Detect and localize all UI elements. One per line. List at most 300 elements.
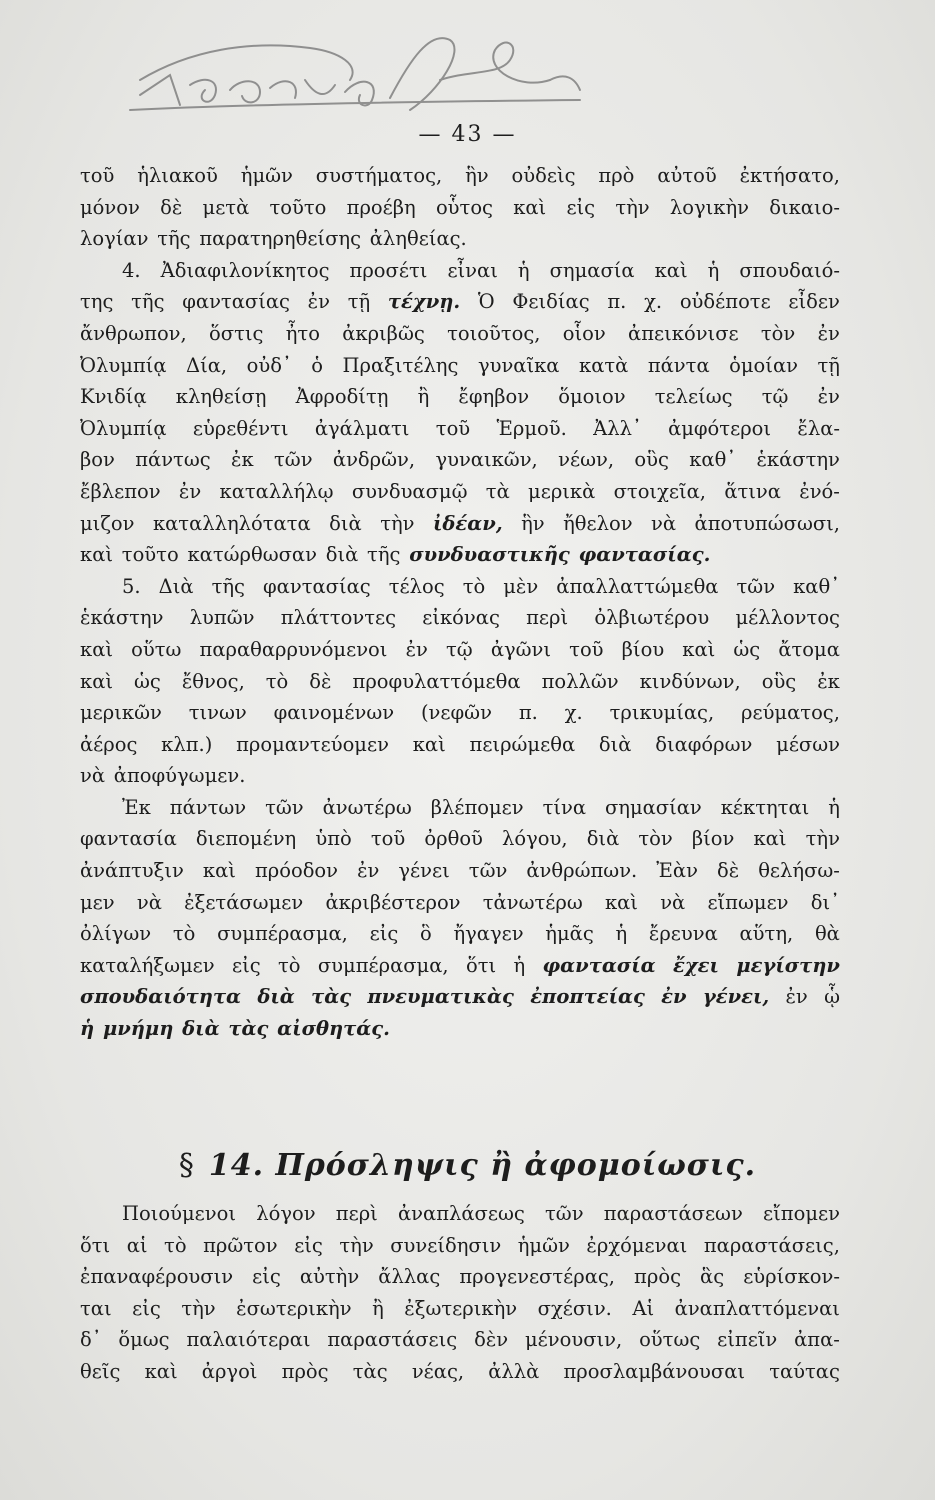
text-line bbox=[80, 444, 840, 476]
word: πρὸ bbox=[598, 164, 635, 187]
word: Ποιούμενοι bbox=[122, 1202, 237, 1225]
word: εἴπωμεν bbox=[707, 890, 789, 914]
word: μένουσιν, bbox=[524, 1328, 623, 1352]
word: Δία, bbox=[186, 353, 228, 377]
word: οὕτω bbox=[131, 637, 182, 661]
word: περὶ bbox=[526, 606, 569, 630]
word: καὶ bbox=[412, 732, 446, 756]
word: ὁμοίαν bbox=[729, 353, 798, 377]
word: 4. bbox=[122, 258, 141, 282]
word: ἄνθρωπον, bbox=[80, 321, 187, 345]
word: Ἐὰν bbox=[656, 859, 698, 883]
word: φαντασίας bbox=[263, 574, 371, 598]
word: ἑκάστην bbox=[756, 448, 840, 472]
word: προφυλαττόμεθα bbox=[352, 669, 521, 693]
emphasized-word: ἐν bbox=[661, 985, 687, 1009]
word: νέας, bbox=[411, 1359, 465, 1383]
word: συμπέρασμα, bbox=[217, 922, 348, 946]
word: δὲν bbox=[474, 1328, 509, 1352]
text-line bbox=[80, 1261, 840, 1293]
word: αὐτὴν bbox=[299, 1265, 360, 1289]
word: ἀποφύγωμεν. bbox=[113, 764, 246, 788]
word: ἡλιακοῦ bbox=[137, 164, 218, 187]
word: καὶ bbox=[144, 1359, 178, 1383]
word: ἐκ bbox=[231, 448, 254, 472]
word: τῶν bbox=[274, 448, 313, 472]
word: πρῶτον bbox=[203, 1233, 278, 1257]
word: βλέπομεν bbox=[430, 795, 524, 819]
word: ἡ bbox=[707, 258, 720, 282]
word: παραστάσεις, bbox=[703, 1233, 840, 1257]
word: τὸ bbox=[172, 922, 196, 946]
word: καὶ bbox=[80, 637, 114, 661]
emphasized-word: μεγίστην bbox=[736, 953, 840, 977]
text-line bbox=[80, 286, 840, 318]
word: Ἀδιαφιλονίκητος bbox=[160, 258, 330, 282]
word: μιζον bbox=[80, 511, 135, 535]
word: ἀπαλλαττώμεθα bbox=[556, 574, 719, 598]
word: ἐξωτερικὴν bbox=[404, 1296, 518, 1320]
word: οὓς bbox=[634, 448, 669, 472]
word: καθ᾽ bbox=[793, 574, 840, 598]
word: οὗτος bbox=[435, 195, 493, 219]
word: ἄλλας bbox=[378, 1265, 441, 1289]
word: εἰς bbox=[294, 1233, 323, 1257]
word: ἀνάπτυξιν bbox=[80, 859, 184, 883]
word: τὴν bbox=[181, 1296, 216, 1320]
word: γένει bbox=[398, 859, 450, 883]
word: παραθαρρυνόμενοι bbox=[199, 637, 388, 661]
word: ἀπεικόνισε bbox=[628, 321, 739, 345]
word: σημασία bbox=[549, 258, 635, 282]
word: ἐν bbox=[178, 479, 202, 503]
word: δὲ bbox=[309, 669, 332, 693]
word: καταλλήλῳ bbox=[219, 479, 334, 503]
word: ὑπὸ bbox=[315, 827, 352, 851]
text-line bbox=[80, 792, 840, 824]
word: ἡ bbox=[615, 922, 628, 946]
text-line bbox=[80, 602, 840, 634]
text-line bbox=[80, 476, 840, 508]
word: ἀργοὶ bbox=[201, 1359, 258, 1383]
word: πάντων bbox=[169, 795, 247, 819]
word: ἡμᾶς bbox=[545, 922, 594, 946]
word: ἐκτήσατο, bbox=[739, 164, 840, 187]
word: Διὰ bbox=[158, 574, 194, 598]
word: ἀλλὰ bbox=[488, 1359, 540, 1383]
word: μόνον bbox=[80, 195, 140, 219]
text-line bbox=[80, 571, 840, 603]
word: φαντασία bbox=[80, 827, 177, 851]
word: ἔρευνα bbox=[648, 922, 718, 946]
word: διαφόρων bbox=[655, 732, 753, 756]
text-line bbox=[80, 192, 840, 224]
word: μερικῶν bbox=[80, 701, 162, 725]
word: σχέσιν. bbox=[537, 1296, 612, 1320]
word: τὸ bbox=[277, 953, 301, 977]
word: κλπ.) bbox=[161, 732, 213, 756]
emphasized-word: ἡ bbox=[80, 1017, 95, 1041]
word: φαντασίας bbox=[182, 290, 290, 314]
word: καὶ bbox=[80, 543, 114, 567]
text-line bbox=[80, 697, 840, 729]
word: Κνιδίᾳ bbox=[80, 385, 147, 409]
word: μεν bbox=[80, 890, 115, 914]
word: διὰ bbox=[586, 827, 620, 851]
word: τῶν bbox=[468, 859, 508, 883]
emphasized-word: πνευματικὰς bbox=[367, 985, 514, 1009]
word: τοῦ bbox=[370, 827, 406, 851]
word: ὅμως bbox=[118, 1328, 170, 1352]
word: σημασίαν bbox=[604, 795, 702, 819]
word: ἀγάλματι bbox=[314, 416, 410, 440]
word: φαινομένων bbox=[273, 701, 395, 725]
emphasized-word: αἰσθητάς. bbox=[277, 1017, 390, 1041]
word: εὑρίσκον- bbox=[743, 1265, 840, 1289]
word: χ. bbox=[564, 701, 583, 725]
emphasized-word: σπουδαιότητα bbox=[80, 985, 242, 1009]
word: εἶναι bbox=[447, 258, 498, 282]
emphasized-word: τὰς bbox=[311, 985, 352, 1009]
section-title: 14. Πρόσληψις ἢ ἀφομοίωσις. bbox=[208, 1148, 757, 1183]
word: μὲν bbox=[503, 574, 539, 598]
word: παραστάσεων bbox=[603, 1202, 743, 1225]
word: λόγον bbox=[256, 1202, 316, 1225]
word: ἔλα- bbox=[797, 416, 840, 440]
word: κατὰ bbox=[579, 353, 629, 377]
word: θεῖς bbox=[80, 1359, 121, 1383]
word: κινδύνων, bbox=[639, 669, 741, 693]
word: κέκτηται bbox=[720, 795, 810, 819]
word: καὶ bbox=[654, 258, 688, 282]
word: ἄτομα bbox=[778, 637, 840, 661]
word: θὰ bbox=[814, 922, 840, 946]
word: ἢ bbox=[417, 385, 430, 409]
word: διὰ bbox=[329, 511, 362, 535]
text-line bbox=[80, 255, 840, 287]
word: καὶ bbox=[682, 637, 716, 661]
word: ἐν bbox=[357, 859, 380, 883]
word: ὅτι bbox=[465, 953, 497, 977]
word: δὲ bbox=[716, 859, 740, 883]
text-line bbox=[80, 539, 840, 571]
word: συστήματος, bbox=[315, 164, 443, 187]
word: ἣν bbox=[521, 511, 545, 535]
text-line bbox=[80, 413, 840, 445]
word: ὅστις bbox=[209, 321, 264, 345]
word: δι᾽ bbox=[810, 890, 840, 914]
word: καὶ bbox=[513, 195, 547, 219]
word: ἐν bbox=[307, 290, 330, 314]
word: εἰς bbox=[132, 1296, 161, 1320]
word: στοιχεῖα, bbox=[613, 479, 707, 503]
word: συνείδησιν bbox=[390, 1233, 502, 1257]
word: τὴν bbox=[380, 511, 415, 535]
word: ἡ bbox=[517, 258, 530, 282]
word: ὅτι bbox=[80, 1233, 111, 1257]
word: ταύτας bbox=[769, 1359, 840, 1383]
word: χ. bbox=[644, 290, 663, 314]
word: εἰκόνας bbox=[422, 606, 500, 630]
word: Ἀλλ᾽ bbox=[593, 416, 642, 440]
word: τοῦτο bbox=[269, 195, 327, 219]
word: διεπομένη bbox=[195, 827, 297, 851]
emphasized-word: διὰ bbox=[257, 985, 295, 1009]
word: τῆς bbox=[157, 227, 191, 251]
word: νὰ bbox=[660, 890, 686, 914]
word: ᾧ bbox=[824, 985, 840, 1009]
word: λογικὴν bbox=[669, 195, 749, 219]
word: νὰ bbox=[136, 890, 162, 914]
word: τῇ bbox=[347, 290, 371, 314]
word: διὰ bbox=[325, 543, 359, 567]
word: τοῦτο bbox=[121, 543, 179, 567]
word: ἐπαναφέρουσιν bbox=[80, 1265, 234, 1289]
word: πρὸς bbox=[281, 1359, 329, 1383]
word: πρὸς bbox=[634, 1265, 681, 1289]
word: νὰ bbox=[651, 511, 677, 535]
word: ὀλίγων bbox=[80, 922, 152, 946]
word: ἀληθείας. bbox=[369, 227, 467, 251]
word: συμπέρασμα, bbox=[317, 953, 449, 977]
word: τῆς bbox=[131, 290, 165, 314]
word: ἀκριβέστερον bbox=[325, 890, 461, 914]
word: ἑκάστην bbox=[80, 606, 164, 630]
word: τὰ bbox=[485, 479, 510, 503]
text-line bbox=[80, 760, 840, 792]
word: μέλλοντος bbox=[735, 606, 840, 630]
word: τῆς bbox=[211, 574, 245, 598]
word: εὑρεθέντι bbox=[192, 416, 289, 440]
word: διὰ bbox=[598, 732, 632, 756]
word: μέσων bbox=[776, 732, 840, 756]
word: ἐκ bbox=[817, 669, 840, 693]
word: ἐν bbox=[817, 385, 840, 409]
word: δὲ bbox=[160, 195, 183, 219]
word: ἢ bbox=[372, 1296, 384, 1320]
word: τέλος bbox=[388, 574, 445, 598]
word: πρόοδον bbox=[254, 859, 339, 883]
text-line bbox=[80, 350, 840, 382]
word: τινων bbox=[188, 701, 247, 725]
word: ὡς bbox=[733, 637, 761, 661]
word: ὁ bbox=[311, 353, 324, 377]
text-line bbox=[80, 1293, 840, 1325]
word: τῶν bbox=[545, 1202, 584, 1225]
word: Φειδίας bbox=[512, 290, 590, 314]
word: ἀπα- bbox=[794, 1328, 840, 1352]
text-line bbox=[80, 1013, 840, 1045]
word: οὕτως bbox=[639, 1328, 701, 1352]
word: τρικυμίας, bbox=[609, 701, 715, 725]
emphasized-word: συνδυαστικῆς bbox=[409, 543, 570, 567]
word: μερικὰ bbox=[528, 479, 596, 503]
text-line bbox=[80, 381, 840, 413]
word: τελείως bbox=[654, 385, 733, 409]
section-heading bbox=[0, 1148, 935, 1183]
text-line bbox=[80, 508, 840, 540]
word: Ἀφροδίτῃ bbox=[295, 385, 389, 409]
word: αἱ bbox=[126, 1233, 148, 1257]
word: προγενεστέρας, bbox=[459, 1265, 615, 1289]
word: λυπῶν bbox=[189, 606, 255, 630]
word: λογίαν bbox=[80, 227, 149, 251]
word: ἔφηβον bbox=[458, 385, 530, 409]
text-line bbox=[80, 981, 840, 1013]
word: γυναῖκα bbox=[477, 353, 560, 377]
word: καὶ bbox=[753, 827, 787, 851]
word: καὶ bbox=[80, 669, 114, 693]
word: τὰς bbox=[352, 1359, 388, 1383]
word: ἡμῶν bbox=[517, 1233, 570, 1257]
text-line bbox=[80, 1324, 840, 1356]
word: π. bbox=[518, 701, 538, 725]
word: τῆς bbox=[367, 543, 401, 567]
word: ἀνωτέρω bbox=[322, 795, 412, 819]
word: νέων, bbox=[558, 448, 615, 472]
word: ἀγῶνι bbox=[490, 637, 552, 661]
word: ἡ bbox=[828, 795, 840, 819]
word: εἰς bbox=[566, 195, 596, 219]
word: πλάττοντες bbox=[280, 606, 397, 630]
word: ἀναπλάσεως bbox=[398, 1202, 525, 1225]
word: ται bbox=[80, 1296, 112, 1320]
text-line bbox=[80, 950, 840, 982]
word: (νεφῶν bbox=[420, 701, 492, 725]
word: 5. bbox=[122, 574, 141, 598]
word: λόγου, bbox=[502, 827, 568, 851]
word: ἀνθρώπων. bbox=[526, 859, 638, 883]
word: τὸν bbox=[760, 321, 796, 345]
word: ἐν bbox=[817, 321, 840, 345]
text-line bbox=[80, 823, 840, 855]
word: γυναικῶν, bbox=[435, 448, 538, 472]
word: ἡμῶν bbox=[240, 164, 293, 187]
word: παλαιότεραι bbox=[186, 1328, 311, 1352]
word: ἀμφότεροι bbox=[668, 416, 772, 440]
word: προμαντεύομεν bbox=[236, 732, 389, 756]
word: τῶν bbox=[736, 574, 776, 598]
word: ὀρθοῦ bbox=[424, 827, 483, 851]
word: τίνα bbox=[542, 795, 587, 819]
word: τοῦ bbox=[80, 164, 115, 187]
word: ἐσωτερικὴν bbox=[236, 1296, 352, 1320]
word: παραστάσεις bbox=[327, 1328, 458, 1352]
word: ἐν bbox=[405, 637, 428, 661]
word: κληθείσῃ bbox=[175, 385, 267, 409]
word: ἤθελον bbox=[563, 511, 633, 535]
word: καταλληλότατα bbox=[152, 511, 311, 535]
word: πολλῶν bbox=[541, 669, 619, 693]
word: βον bbox=[80, 448, 115, 472]
text-line bbox=[80, 318, 840, 350]
word: τἀνωτέρω bbox=[482, 890, 583, 914]
word: ἤγαγεν bbox=[453, 922, 524, 946]
text-line bbox=[80, 1198, 840, 1230]
word: αὕτη, bbox=[739, 922, 794, 946]
word: ἔθνος, bbox=[181, 669, 245, 693]
emphasized-word: διὰ bbox=[182, 1017, 220, 1041]
body-text-top bbox=[80, 160, 840, 1045]
word: προσέτι bbox=[349, 258, 428, 282]
word: καθ᾽ bbox=[689, 448, 737, 472]
handwritten-signature bbox=[110, 20, 610, 130]
word: ὡς bbox=[134, 669, 161, 693]
section-symbol: § bbox=[178, 1148, 195, 1183]
emphasized-word: φαντασίας. bbox=[578, 543, 711, 567]
word: προέβη bbox=[346, 195, 416, 219]
word: οἷον bbox=[562, 321, 606, 345]
word: συνδυασμῷ bbox=[351, 479, 468, 503]
word: τὸ bbox=[462, 574, 486, 598]
word: τῷ bbox=[446, 637, 473, 661]
word: εἰς bbox=[252, 1265, 281, 1289]
word: π. bbox=[607, 290, 627, 314]
word: καὶ bbox=[202, 859, 236, 883]
word: Ἐκ bbox=[122, 795, 151, 819]
word: ἐν bbox=[785, 985, 808, 1009]
word: ἔβλεπον bbox=[80, 479, 161, 503]
word: δ᾽ bbox=[80, 1328, 102, 1352]
word: ἅτινα bbox=[724, 479, 781, 503]
word: εἰπεῖν bbox=[717, 1328, 778, 1352]
word: εἰς bbox=[231, 953, 261, 977]
word: τοῦ bbox=[435, 416, 471, 440]
word: παρατηρηθείσης bbox=[199, 227, 361, 251]
word: ἃς bbox=[700, 1265, 725, 1289]
word: τὴν bbox=[615, 195, 650, 219]
text-line bbox=[80, 887, 840, 919]
word: ἀποτυπώσωσι, bbox=[694, 511, 840, 535]
word: ἦτο bbox=[285, 321, 320, 345]
word: Ἑρμοῦ. bbox=[496, 416, 567, 440]
word: ἐρχόμεναι bbox=[586, 1233, 688, 1257]
word: δικαιο- bbox=[769, 195, 840, 219]
text-line bbox=[80, 223, 840, 255]
word: οὓς bbox=[761, 669, 797, 693]
emphasized-word: μνήμη bbox=[102, 1017, 174, 1041]
text-line bbox=[80, 634, 840, 666]
word: Αἱ bbox=[632, 1296, 655, 1320]
word: τῇ bbox=[817, 353, 840, 377]
word: ἀναπλαττόμεναι bbox=[674, 1296, 840, 1320]
word: ὀλβιωτέρου bbox=[594, 606, 710, 630]
word: τὸ bbox=[265, 669, 289, 693]
word: αὐτοῦ bbox=[657, 164, 717, 187]
word: νὰ bbox=[80, 764, 106, 788]
word: οὐδεὶς bbox=[511, 164, 576, 187]
word: βίον bbox=[691, 827, 735, 851]
word: τὸν bbox=[638, 827, 673, 851]
word: οὐδέποτε bbox=[679, 290, 771, 314]
word: εἴπομεν bbox=[763, 1202, 840, 1225]
word: περὶ bbox=[335, 1202, 378, 1225]
word: εἰς bbox=[369, 922, 399, 946]
emphasized-word: ἰδέαν, bbox=[432, 511, 503, 535]
word: πάντως bbox=[135, 448, 211, 472]
word: τοῦ bbox=[569, 637, 604, 661]
word: κατώρθωσαν bbox=[187, 543, 317, 567]
emphasized-word: τὰς bbox=[228, 1017, 269, 1041]
word: πάντα bbox=[647, 353, 710, 377]
word: τὴν bbox=[805, 827, 840, 851]
text-line bbox=[80, 918, 840, 950]
word: ὅμοιον bbox=[558, 385, 626, 409]
word: ἀέρος bbox=[80, 732, 138, 756]
word: ἀκριβῶς bbox=[342, 321, 425, 345]
text-line bbox=[80, 855, 840, 887]
word: τοιοῦτος, bbox=[447, 321, 541, 345]
